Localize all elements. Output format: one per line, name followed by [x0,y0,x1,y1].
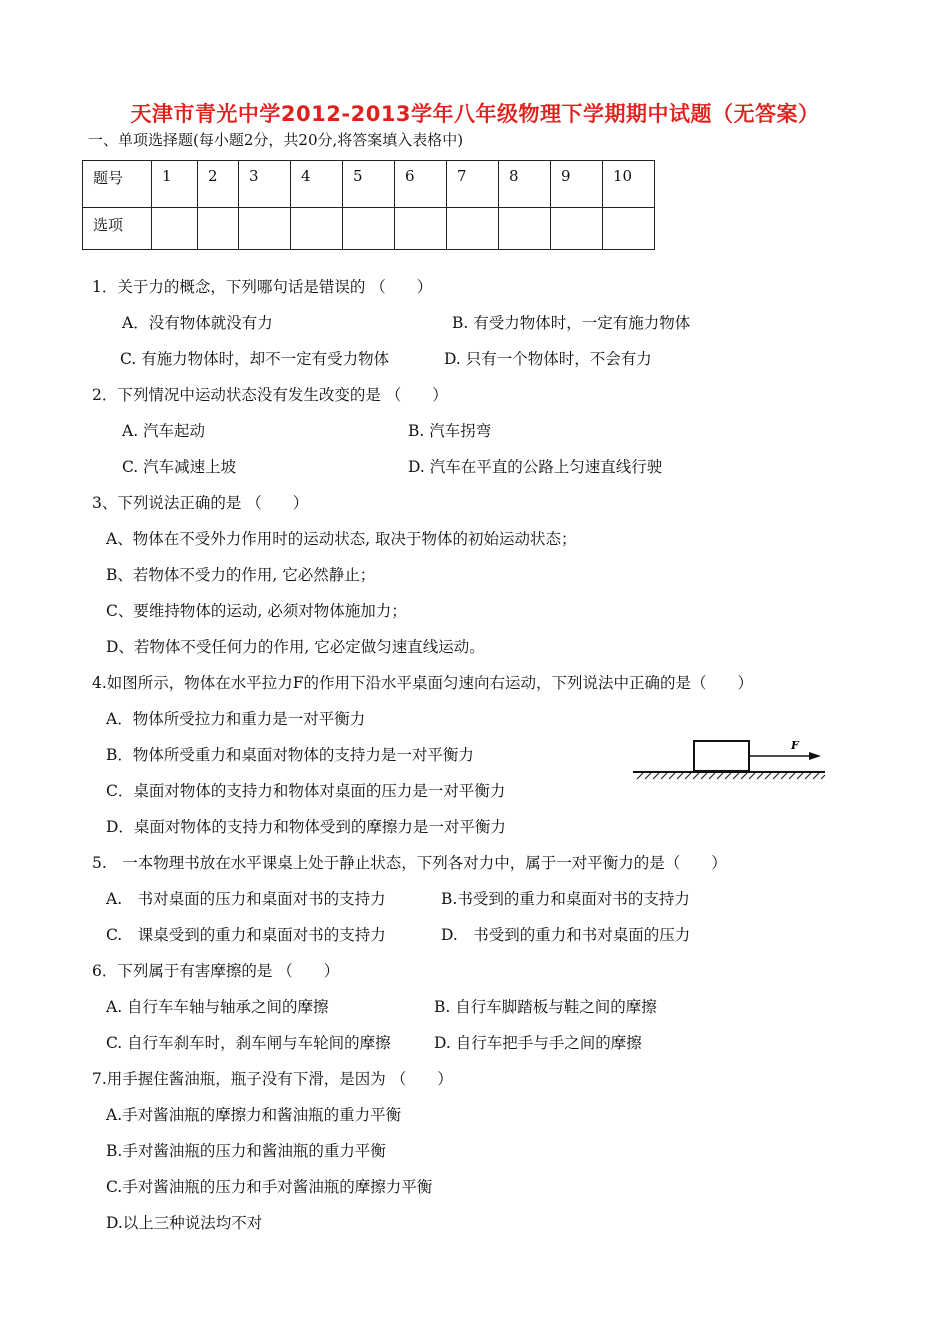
question-7-option-a: A.手对酱油瓶的摩擦力和酱油瓶的重力平衡 [106,1106,402,1124]
table-header-cell: 6 [395,161,447,208]
table-header-cell: 5 [343,161,395,208]
answer-cell[interactable] [343,208,395,250]
answer-cell[interactable] [447,208,499,250]
question-3-option-a: A、物体在不受外力作用时的运动状态, 取决于物体的初始运动状态； [106,530,577,548]
answer-table [82,160,655,250]
question-1-option-d: D. 只有一个物体时，不会有力 [444,350,652,368]
answer-cell[interactable] [395,208,447,250]
question-5-option-d: D. 书受到的重力和书对桌面的压力 [441,926,691,944]
question-5-option-c: C. 课桌受到的重力和桌面对书的支持力 [106,926,386,944]
question-4-option-d: D．桌面对物体的支持力和物体受到的摩擦力是一对平衡力 [106,818,506,836]
question-6-option-c: C. 自行车刹车时，刹车闸与车轮间的摩擦 [106,1034,391,1052]
table-header-cell: 4 [291,161,343,208]
answer-cell[interactable] [551,208,603,250]
question-3-option-c: C、要维持物体的运动, 必须对物体施加力； [106,602,407,620]
table-header-cell: 8 [499,161,551,208]
answer-cell[interactable] [499,208,551,250]
force-arrow-head [809,752,821,760]
table-header-cell: 题号 [83,161,152,208]
block-shape [694,741,749,771]
table-header-cell: 7 [447,161,499,208]
question-6-option-d: D. 自行车把手与手之间的摩擦 [434,1034,642,1052]
question-4-option-b: B．物体所受重力和桌面对物体的支持力是一对平衡力 [106,746,474,764]
question-5-option-b: B.书受到的重力和桌面对书的支持力 [441,890,690,908]
section-heading: 一、单项选择题(每小题2分，共20分,将答案填入表格中) [88,131,464,149]
surface-hatching [637,773,825,779]
document-title: 天津市青光中学2012-2013学年八年级物理下学期期中试题（无答案） [130,102,820,126]
table-header-cell: 2 [198,161,239,208]
table-header-cell: 1 [152,161,198,208]
question-1-option-b: B. 有受力物体时，一定有施力物体 [452,314,691,332]
question-2-option-c: C. 汽车减速上坡 [122,458,237,476]
question-3-option-b: B、若物体不受力的作用, 它必然静止； [106,566,376,584]
question-4-stem: 4.如图所示，物体在水平拉力F的作用下沿水平桌面匀速向右运动，下列说法中正确的是（ ） [92,674,754,692]
question-3-option-d: D、若物体不受任何力的作用, 它必定做匀速直线运动。 [106,638,485,656]
question-2-option-b: B. 汽车拐弯 [408,422,492,440]
force-diagram-figure [633,735,833,780]
question-6-option-b: B. 自行车脚踏板与鞋之间的摩擦 [434,998,657,1016]
question-6-stem: 6．下列属于有害摩擦的是 （ ） [92,962,340,980]
question-7-option-c: C.手对酱油瓶的压力和手对酱油瓶的摩擦力平衡 [106,1178,433,1196]
table-header-cell: 10 [603,161,655,208]
question-2-option-d: D. 汽车在平直的公路上匀速直线行驶 [408,458,663,476]
question-6-option-a: A. 自行车车轴与轴承之间的摩擦 [106,998,329,1016]
question-1-stem: 1．关于力的概念，下列哪句话是错误的 （ ） [92,278,433,296]
question-5-stem: 5. 一本物理书放在水平课桌上处于静止状态，下列各对力中，属于一对平衡力的是（ ） [92,854,727,872]
question-7-stem: 7.用手握住酱油瓶，瓶子没有下滑，是因为 （ ） [92,1070,453,1088]
question-5-option-a: A. 书对桌面的压力和桌面对书的支持力 [106,890,386,908]
answer-cell[interactable] [152,208,198,250]
question-7-option-d: D.以上三种说法均不对 [106,1214,263,1232]
question-2-stem: 2．下列情况中运动状态没有发生改变的是 （ ） [92,386,448,404]
question-2-option-a: A. 汽车起动 [122,422,206,440]
question-4-option-c: C．桌面对物体的支持力和物体对桌面的压力是一对平衡力 [106,782,506,800]
answer-cell[interactable] [239,208,291,250]
table-header-cell: 9 [551,161,603,208]
table-row-label: 选项 [83,208,152,250]
table-header-cell: 3 [239,161,291,208]
question-1-option-a: A．没有物体就没有力 [122,314,273,332]
question-7-option-b: B.手对酱油瓶的压力和酱油瓶的重力平衡 [106,1142,386,1160]
answer-cell[interactable] [603,208,655,250]
force-label: F [791,739,799,752]
question-1-option-c: C. 有施力物体时，却不一定有受力物体 [120,350,390,368]
answer-cell[interactable] [198,208,239,250]
question-4-option-a: A．物体所受拉力和重力是一对平衡力 [106,710,366,728]
answer-cell[interactable] [291,208,343,250]
question-3-stem: 3、下列说法正确的是 （ ） [92,494,309,512]
